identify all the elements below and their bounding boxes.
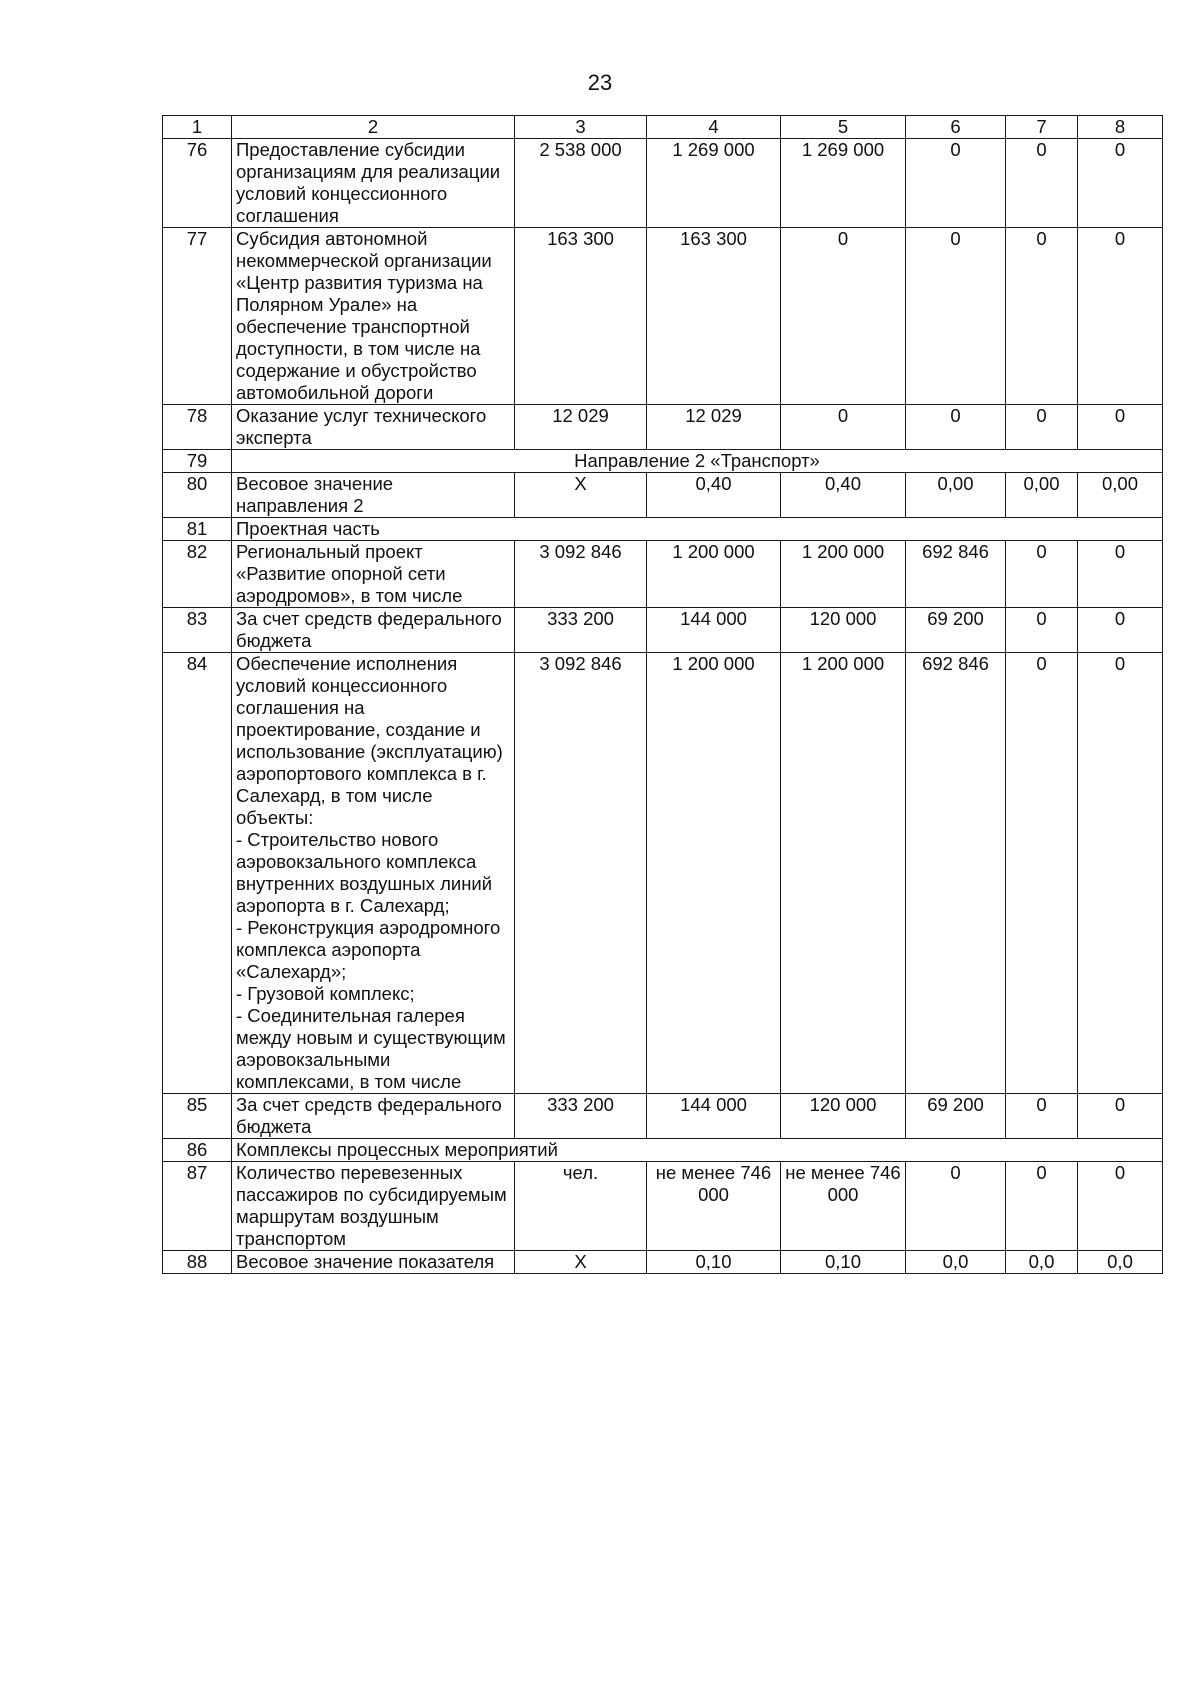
header-cell: 2 [232, 116, 515, 139]
cell-col6: 0 [906, 405, 1006, 450]
row-name: Предоставление субсидии организациям для реализации условий концессионного соглашения [232, 139, 515, 228]
header-cell: 6 [906, 116, 1006, 139]
table-row [163, 228, 1163, 405]
cell-col7: 0 [1006, 1162, 1078, 1251]
table-row [163, 653, 1163, 1094]
cell-col7: 0 [1006, 1094, 1078, 1139]
table-row [163, 473, 1163, 518]
table-row [163, 1094, 1163, 1139]
cell-col6: 0,0 [906, 1251, 1006, 1274]
table-row [163, 405, 1163, 450]
cell-col4: 0,10 [647, 1251, 781, 1274]
cell-col3: 3 092 846 [515, 541, 647, 608]
cell-col7: 0,00 [1006, 473, 1078, 518]
header-cell: 1 [163, 116, 232, 139]
cell-col4: 1 200 000 [647, 541, 781, 608]
header-cell: 7 [1006, 116, 1078, 139]
cell-col5: 120 000 [781, 608, 906, 653]
cell-col6: 69 200 [906, 1094, 1006, 1139]
cell-col8: 0 [1078, 608, 1163, 653]
cell-col3: 12 029 [515, 405, 647, 450]
row-name: Весовое значение направления 2 [232, 473, 515, 518]
cell-col8: 0 [1078, 541, 1163, 608]
row-name: За счет средств федерального бюджета [232, 1094, 515, 1139]
cell-col4: 1 269 000 [647, 139, 781, 228]
row-number: 87 [163, 1162, 232, 1251]
header-cell: 8 [1078, 116, 1163, 139]
header-cell: 4 [647, 116, 781, 139]
row-name: Обеспечение исполнения условий концессионного соглашения на проектирование, создание и использование (эксплуатацию) аэропортового комплекса в г. Салехард, в том числе объекты: - Строительство нового аэровокзального комплекса внутренних воздушных линий аэропорта в г. Салехард; - Реконструкция аэродромного комплекса аэропорта «Салехард»; - Грузовой комплекс; - Соединительная галерея между новым и существующим аэровокзальными комплексами, в том числе [232, 653, 515, 1094]
cell-col8: 0 [1078, 1162, 1163, 1251]
cell-col5: 1 200 000 [781, 541, 906, 608]
cell-col3: 2 538 000 [515, 139, 647, 228]
cell-col5: не менее 746 000 [781, 1162, 906, 1251]
data-table [162, 115, 1163, 1274]
row-number: 86 [163, 1139, 232, 1162]
row-number: 88 [163, 1251, 232, 1274]
table-row [163, 608, 1163, 653]
cell-col3: 333 200 [515, 1094, 647, 1139]
cell-col5: 1 200 000 [781, 653, 906, 1094]
cell-col6: 0 [906, 139, 1006, 228]
row-name: Субсидия автономной некоммерческой организации «Центр развития туризма на Полярном Урале» на обеспечение транспортной доступности, в том числе на содержание и обустройство автомобильной дороги [232, 228, 515, 405]
cell-col8: 0,00 [1078, 473, 1163, 518]
cell-col5: 0,40 [781, 473, 906, 518]
cell-col7: 0 [1006, 139, 1078, 228]
row-number: 84 [163, 653, 232, 1094]
cell-col6: 692 846 [906, 541, 1006, 608]
cell-col5: 0 [781, 405, 906, 450]
cell-col5: 0,10 [781, 1251, 906, 1274]
cell-col8: 0 [1078, 228, 1163, 405]
row-number: 76 [163, 139, 232, 228]
page-number: 23 [587, 70, 613, 95]
table-row [163, 1162, 1163, 1251]
cell-col4: 0,40 [647, 473, 781, 518]
table-row [163, 139, 1163, 228]
cell-col3: 3 092 846 [515, 653, 647, 1094]
cell-col7: 0 [1006, 541, 1078, 608]
cell-col8: 0 [1078, 405, 1163, 450]
cell-col7: 0 [1006, 608, 1078, 653]
table-header-row [163, 116, 1163, 139]
row-name: Региональный проект «Развитие опорной сети аэродромов», в том числе [232, 541, 515, 608]
cell-col7: 0 [1006, 653, 1078, 1094]
row-number: 81 [163, 518, 232, 541]
cell-col3: 163 300 [515, 228, 647, 405]
cell-col6: 0 [906, 228, 1006, 405]
cell-col5: 1 269 000 [781, 139, 906, 228]
cell-col6: 692 846 [906, 653, 1006, 1094]
section-heading: Комплексы процессных мероприятий [232, 1139, 1163, 1162]
row-number: 78 [163, 405, 232, 450]
row-number: 77 [163, 228, 232, 405]
cell-col8: 0,0 [1078, 1251, 1163, 1274]
cell-col8: 0 [1078, 1094, 1163, 1139]
cell-col5: 120 000 [781, 1094, 906, 1139]
table-section-row [163, 1139, 1163, 1162]
cell-col4: 144 000 [647, 1094, 781, 1139]
row-name: Оказание услуг технического эксперта [232, 405, 515, 450]
table-row [163, 1251, 1163, 1274]
header-cell: 3 [515, 116, 647, 139]
cell-col3: чел. [515, 1162, 647, 1251]
cell-col4: 12 029 [647, 405, 781, 450]
cell-col8: 0 [1078, 653, 1163, 1094]
cell-col6: 0 [906, 1162, 1006, 1251]
header-cell: 5 [781, 116, 906, 139]
cell-col3: Х [515, 1251, 647, 1274]
cell-col6: 69 200 [906, 608, 1006, 653]
cell-col4: не менее 746 000 [647, 1162, 781, 1251]
cell-col7: 0,0 [1006, 1251, 1078, 1274]
cell-col7: 0 [1006, 228, 1078, 405]
row-number: 85 [163, 1094, 232, 1139]
section-heading: Проектная часть [232, 518, 1163, 541]
cell-col5: 0 [781, 228, 906, 405]
cell-col3: 333 200 [515, 608, 647, 653]
row-name: За счет средств федерального бюджета [232, 608, 515, 653]
row-name: Весовое значение показателя [232, 1251, 515, 1274]
row-number: 83 [163, 608, 232, 653]
cell-col3: Х [515, 473, 647, 518]
table-row [163, 541, 1163, 608]
section-heading: Направление 2 «Транспорт» [232, 450, 1163, 473]
row-number: 79 [163, 450, 232, 473]
cell-col8: 0 [1078, 139, 1163, 228]
cell-col6: 0,00 [906, 473, 1006, 518]
cell-col7: 0 [1006, 405, 1078, 450]
row-number: 82 [163, 541, 232, 608]
table-section-row [163, 518, 1163, 541]
row-name: Количество перевезенных пассажиров по субсидируемым маршрутам воздушным транспортом [232, 1162, 515, 1251]
table-section-row [163, 450, 1163, 473]
cell-col4: 144 000 [647, 608, 781, 653]
cell-col4: 1 200 000 [647, 653, 781, 1094]
row-number: 80 [163, 473, 232, 518]
cell-col4: 163 300 [647, 228, 781, 405]
